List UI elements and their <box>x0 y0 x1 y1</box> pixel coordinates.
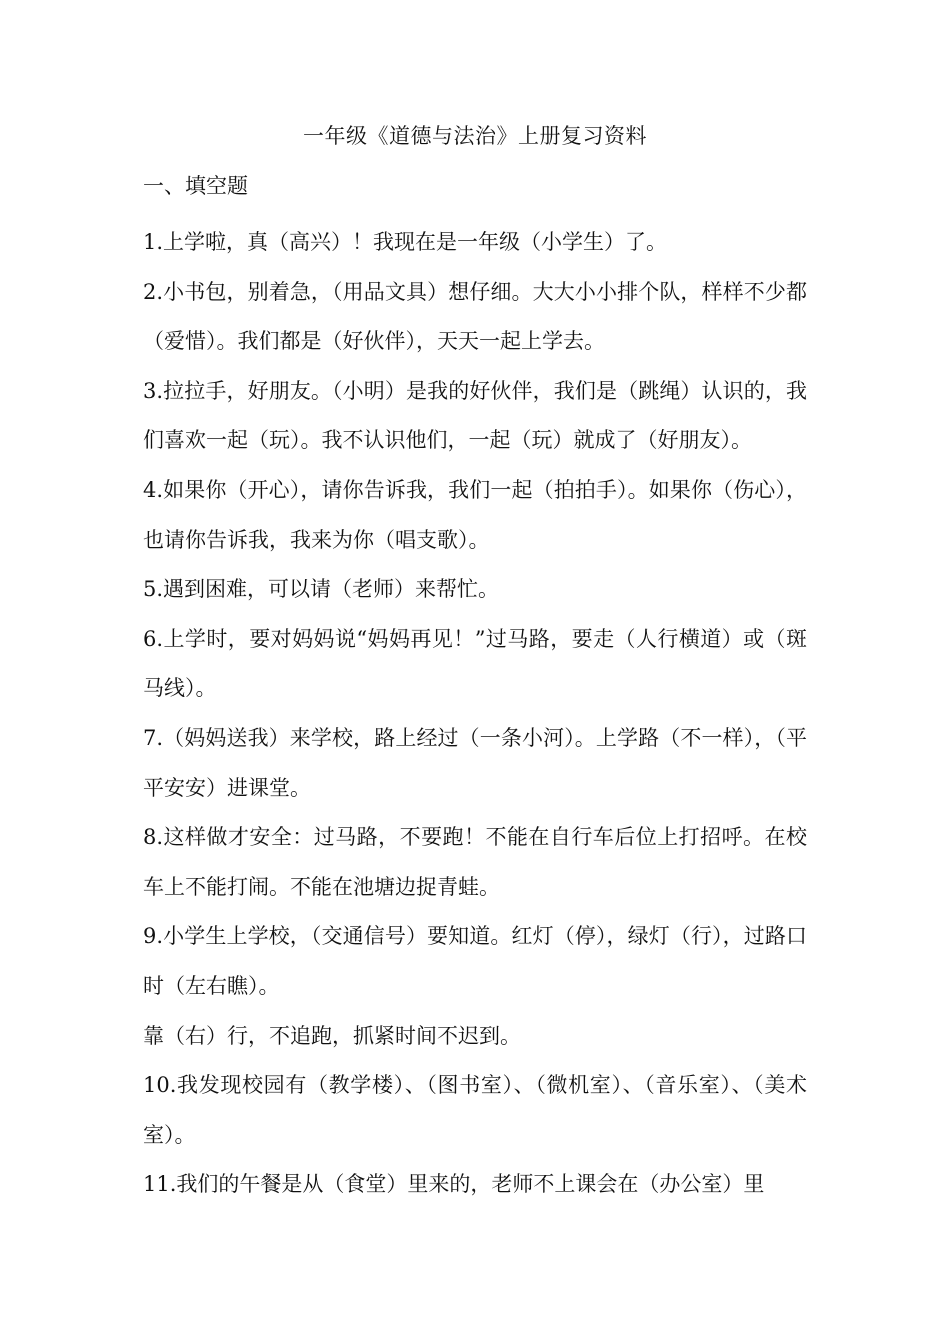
section-heading: 一、填空题 <box>143 174 248 198</box>
paragraph-10: 10.我发现校园有（教学楼）、（图书室）、（微机室）、（音乐室）、（美术室）。 <box>143 1073 807 1147</box>
document-body <box>143 218 807 1210</box>
paragraph-9: 9.小学生上学校，（交通信号）要知道。红灯（停），绿灯（行），过路口时（左右瞧）。 <box>143 924 807 998</box>
paragraph-7: 7.（妈妈送我）来学校，路上经过（一条小河）。上学路（不一样），（平平安安）进课堂。 <box>143 725 807 800</box>
paragraph-2: 2.小书包，别着急，（用品文具）想仔细。大大小小排个队，样样不少都（爱惜）。我们都是（好伙伴），天天一起上学去。 <box>143 279 807 354</box>
paragraph-1: 1.上学啦，真（高兴）！我现在是一年级（小学生）了。 <box>143 230 668 254</box>
paragraph-9-continued: 靠（右）行，不追跑，抓紧时间不迟到。 <box>143 1023 521 1048</box>
paragraph-6: 6.上学时，要对妈妈说“妈妈再见！”过马路，要走（人行横道）或（斑马线）。 <box>143 626 807 701</box>
paragraph-5: 5.遇到困难，可以请（老师）来帮忙。 <box>143 577 500 602</box>
paragraph-3: 3.拉拉手，好朋友。（小明）是我的好伙伴，我们是（跳绳）认识的，我们喜欢一起（玩）。我不认识他们，一起（玩）就成了（好朋友）。 <box>143 378 807 453</box>
paragraph-4: 4.如果你（开心），请你告诉我，我们一起（拍拍手）。如果你（伤心），也请你告诉我，我来为你（唱支歌）。 <box>143 477 807 552</box>
document-title: 一年级《道德与法治》上册复习资料 <box>303 124 647 148</box>
paragraph-11: 11.我们的午餐是从（食堂）里来的，老师不上课会在（办公室）里 <box>143 1172 765 1197</box>
paragraph-8: 8.这样做才安全：过马路，不要跑！不能在自行车后位上打招呼。在校车上不能打闹。不能在池塘边捉青蛙。 <box>143 825 807 899</box>
